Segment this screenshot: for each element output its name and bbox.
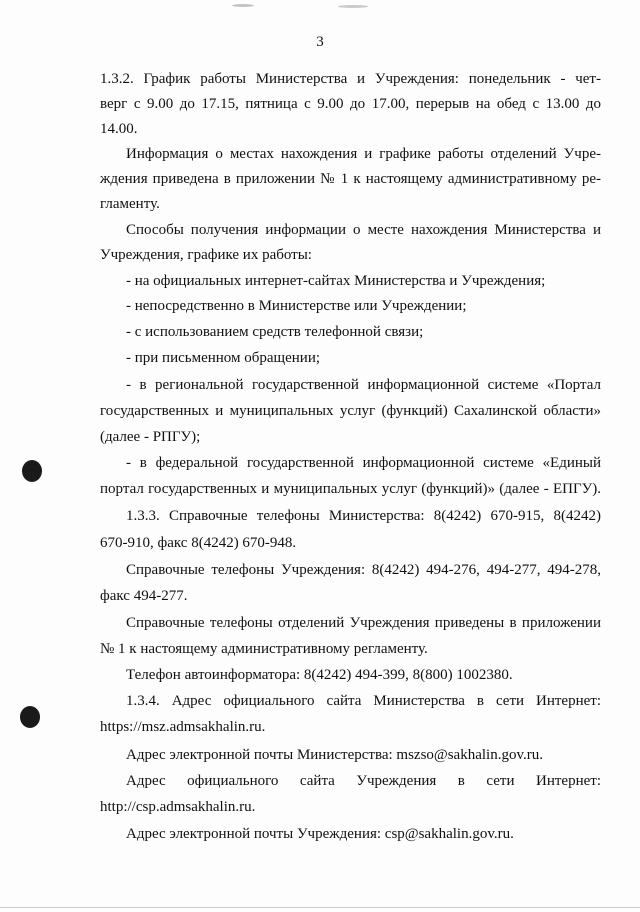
text-line: Адрес электронной почты Министерства: mszso@sakhalin.gov.ru. — [126, 747, 543, 763]
text-line: гламенту. — [100, 196, 160, 212]
text-line: - с использованием средств телефонной связи; — [126, 324, 424, 340]
punch-hole — [20, 706, 40, 728]
text-line: Адрес электронной почты Учреждения: csp@sakhalin.gov.ru. — [126, 826, 514, 842]
text-line: портал государственных и муниципальных услуг (функций)» (далее - ЕПГУ). — [100, 481, 601, 497]
text-line: Информация о местах нахождения и графике работы отделений Учре- — [126, 146, 601, 162]
text-line: № 1 к настоящему административному регламенту. — [100, 641, 428, 657]
text-line: ждения приведена в приложении № 1 к настоящему административному ре- — [100, 171, 601, 187]
text-line: - непосредственно в Министерстве или Учреждении; — [126, 298, 467, 314]
text-line: Справочные телефоны отделений Учреждения приведены в приложении — [126, 615, 601, 631]
text-line: 14.00. — [100, 121, 138, 137]
scan-speck — [338, 5, 368, 8]
scan-speck — [232, 4, 254, 7]
text-line: Адрес официального сайта Учреждения в сети Интернет: — [126, 773, 601, 789]
text-line: Справочные телефоны Учреждения: 8(4242) 494-276, 494-277, 494-278, — [126, 562, 601, 578]
text-line: Учреждения, графике их работы: — [100, 247, 312, 263]
text-line: 1.3.4. Адрес официального сайта Министерства в сети Интернет: — [126, 693, 601, 709]
text-line: факс 494-277. — [100, 588, 188, 604]
text-line: https://msz.admsakhalin.ru. — [100, 719, 266, 735]
text-line: - на официальных интернет-сайтах Министерства и Учреждения; — [126, 273, 546, 289]
text-line: 1.3.3. Справочные телефоны Министерства: 8(4242) 670-915, 8(4242) — [126, 508, 601, 524]
text-line: - в федеральной государственной информационной системе «Единый — [126, 455, 601, 471]
text-line: государственных и муниципальных услуг (функций) Сахалинской области» — [100, 403, 601, 419]
page-number: 3 — [316, 34, 324, 50]
text-line: 1.3.2. График работы Министерства и Учреждения: понедельник - чет- — [100, 71, 601, 87]
text-line: Способы получения информации о месте нахождения Министерства и — [126, 222, 601, 238]
text-line: (далее - РПГУ); — [100, 429, 201, 445]
text-line: 670-910, факс 8(4242) 670-948. — [100, 535, 297, 551]
text-line: Телефон автоинформатора: 8(4242) 494-399, 8(800) 1002380. — [126, 667, 513, 683]
text-line: http://csp.admsakhalin.ru. — [100, 799, 256, 815]
text-line: - в региональной государственной информационной системе «Портал — [126, 377, 601, 393]
text-line: верг с 9.00 до 17.15, пятница с 9.00 до 17.00, перерыв на обед с 13.00 до — [100, 96, 601, 112]
scan-edge-line — [0, 907, 640, 908]
punch-hole — [22, 460, 42, 482]
text-line: - при письменном обращении; — [126, 350, 321, 366]
